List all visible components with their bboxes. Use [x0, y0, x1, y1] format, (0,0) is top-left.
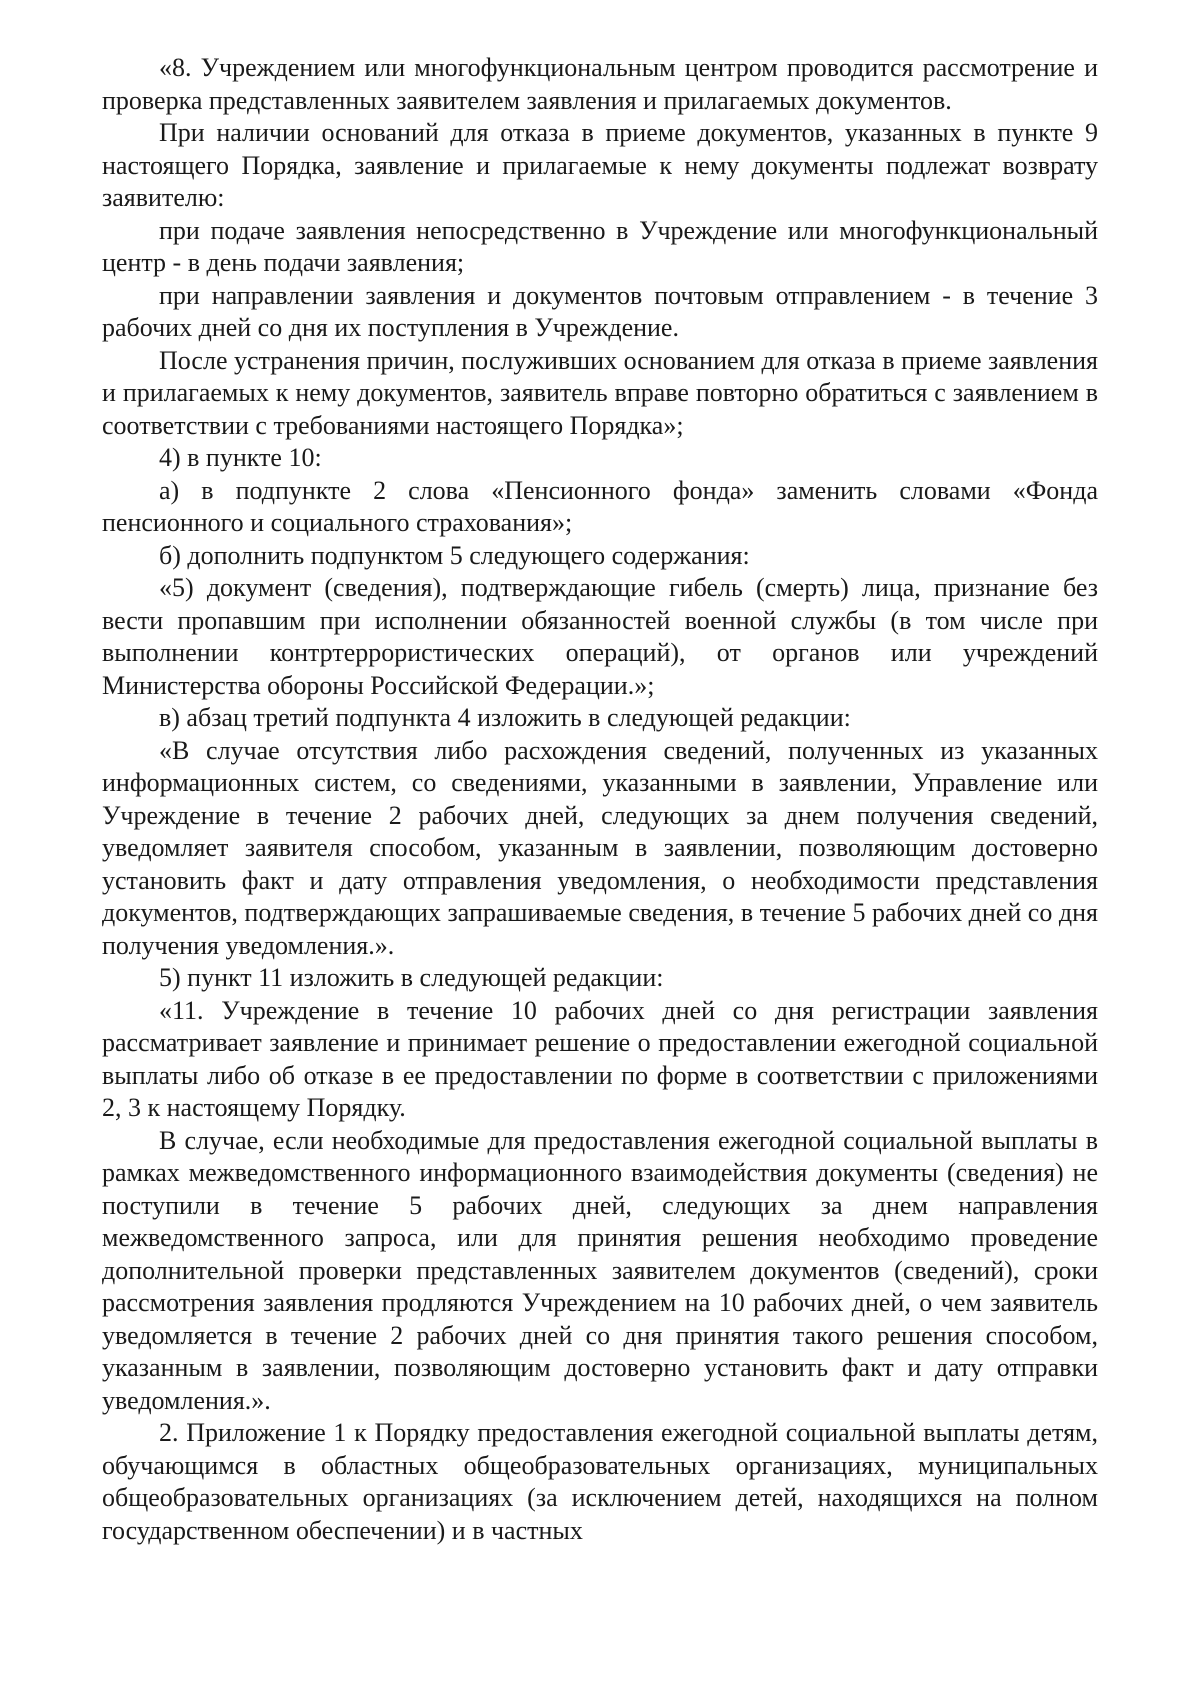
paragraph-10: в) абзац третий подпункта 4 изложить в следующей редакции: — [159, 703, 851, 732]
paragraph-13: «11. Учреждение в течение 10 рабочих дней со дня регистрации заявления рассматривает заявление и принимает решение о предоставлении ежегодной социальной выплаты либо об отказе в ее предоставлении по форме в соответствии с приложениями 2, 3 к настоящему Порядку. — [102, 995, 1098, 1122]
paragraph-8: б) дополнить подпунктом 5 следующего содержания: — [159, 540, 750, 570]
paragraph-5: После устранения причин, послуживших основанием для отказа в приеме заявления и прилагаемых к нему документов, заявитель вправе повторно обратиться с заявлением в соответствии с требованиями настоящего Порядка»; — [102, 345, 1098, 440]
paragraph-9: «5) документ (сведения), подтверждающие гибель (смерть) лица, признание без вести пропавшим при исполнении обязанностей военной службы (в том числе при выполнении контртеррористических операций), от органов или учреждений Министерства обороны Российской Федерации.»; — [102, 573, 1098, 700]
paragraph-3: при подаче заявления непосредственно в Учреждение или многофункциональный центр - в день подачи заявления; — [102, 215, 1098, 277]
paragraph-7: а) в подпункте 2 слова «Пенсионного фонда» заменить словами «Фонда пенсионного и социального страхования»; — [102, 475, 1098, 537]
paragraph-6: 4) в пункте 10: — [159, 443, 322, 472]
paragraph-12: 5) пункт 11 изложить в следующей редакции: — [159, 963, 664, 992]
paragraph-15: 2. Приложение 1 к Порядку предоставления ежегодной социальной выплаты детям, обучающимся в областных общеобразовательных организациях, муниципальных общеобразовательных организациях (за исключением детей, находящихся на полном государственном обеспечении) и в частных — [102, 1418, 1098, 1545]
paragraph-11: «В случае отсутствия либо расхождения сведений, полученных из указанных информационных систем, со сведениями, указанными в заявлении, Управление или Учреждение в течение 2 рабочих дней, следующих за днем получения сведений, уведомляет заявителя способом, указанным в заявлении, позволяющим достоверно установить факт и дату отправления уведомления, о необходимости представления документов, подтверждающих запрашиваемые сведения, в течение 5 рабочих дней со дня получения уведомления.». — [102, 735, 1098, 960]
paragraph-1: «8. Учреждением или многофункциональным центром проводится рассмотрение и проверка представленных заявителем заявления и прилагаемых документов. — [102, 53, 1098, 115]
paragraph-14: В случае, если необходимые для предоставления ежегодной социальной выплаты в рамках межведомственного информационного взаимодействия документы (сведения) не поступили в течение 5 рабочих дней, следующих за днем направления межведомственного запроса, или для принятия решения необходимо проведение дополнительной проверки представленных заявителем документов (сведений), сроки рассмотрения заявления продляются Учреждением на 10 рабочих дней, о чем заявитель уведомляется в течение 2 рабочих дней со дня принятия такого решения способом, указанным в заявлении, позволяющим достоверно установить факт и дату отправки уведомления.». — [102, 1125, 1098, 1415]
paragraph-4: при направлении заявления и документов почтовым отправлением - в течение 3 рабочих дней со дня их поступления в Учреждение. — [102, 280, 1098, 342]
paragraph-2: При наличии оснований для отказа в приеме документов, указанных в пункте 9 настоящего Порядка, заявление и прилагаемые к нему документы подлежат возврату заявителю: — [102, 118, 1098, 212]
